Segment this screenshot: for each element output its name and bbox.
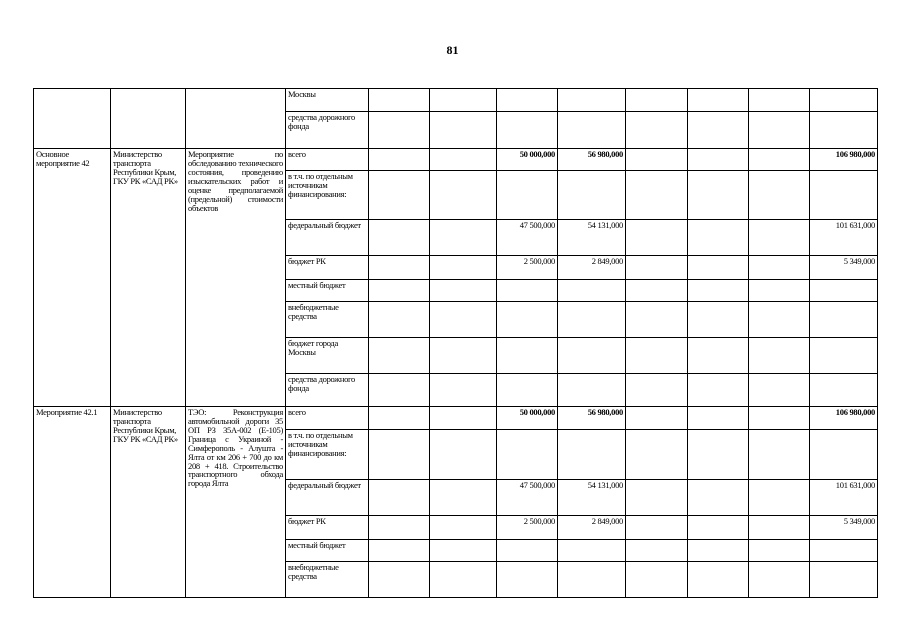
funding-source-cell: средства дорожного фонда xyxy=(286,112,369,149)
empty-value-cell xyxy=(430,516,497,540)
table-row xyxy=(34,407,878,430)
empty-value-cell xyxy=(430,480,497,516)
empty-value-cell xyxy=(688,220,749,256)
event-cell: Мероприятие 42.1 xyxy=(34,407,111,598)
empty-value-cell xyxy=(626,480,688,516)
funding-source-cell: бюджет РК xyxy=(286,516,369,540)
amount-value-cell xyxy=(497,562,558,598)
empty-value-cell xyxy=(626,149,688,171)
total-value-cell xyxy=(810,562,878,598)
empty-value-cell xyxy=(688,374,749,407)
empty-value-cell xyxy=(688,149,749,171)
empty-value-cell xyxy=(430,220,497,256)
empty-value-cell xyxy=(749,516,810,540)
funding-source-cell: в т.ч. по отдельным источникам финансирования: xyxy=(286,430,369,480)
total-value-cell xyxy=(810,338,878,374)
amount-value-cell: 47 500,000 xyxy=(497,480,558,516)
empty-value-cell xyxy=(749,280,810,302)
total-value-cell: 5 349,000 xyxy=(810,256,878,280)
empty-value-cell xyxy=(688,338,749,374)
funding-source-cell: всего xyxy=(286,407,369,430)
empty-value-cell xyxy=(430,302,497,338)
empty-value-cell xyxy=(749,430,810,480)
amount-value-cell: 2 849,000 xyxy=(558,516,626,540)
empty-value-cell xyxy=(430,430,497,480)
total-value-cell: 5 349,000 xyxy=(810,516,878,540)
amount-value-cell xyxy=(497,430,558,480)
amount-value-cell xyxy=(497,280,558,302)
empty-value-cell xyxy=(749,171,810,220)
amount-value-cell: 47 500,000 xyxy=(497,220,558,256)
empty-value-cell xyxy=(749,562,810,598)
empty-value-cell xyxy=(430,407,497,430)
table-row xyxy=(34,89,878,112)
amount-value-cell xyxy=(558,338,626,374)
funding-source-cell: федеральный бюджет xyxy=(286,220,369,256)
empty-value-cell xyxy=(688,256,749,280)
funding-source-cell: бюджет города Москвы xyxy=(286,338,369,374)
empty-value-cell xyxy=(626,374,688,407)
total-value-cell xyxy=(810,540,878,562)
description-cell xyxy=(186,89,286,149)
empty-value-cell xyxy=(369,562,430,598)
funding-source-cell: внебюджетные средства xyxy=(286,302,369,338)
total-value-cell xyxy=(810,171,878,220)
empty-value-cell xyxy=(688,540,749,562)
amount-value-cell xyxy=(497,540,558,562)
amount-value-cell: 56 980,000 xyxy=(558,407,626,430)
amount-value-cell xyxy=(497,338,558,374)
funding-source-cell: местный бюджет xyxy=(286,540,369,562)
empty-value-cell xyxy=(369,407,430,430)
executor-cell xyxy=(111,89,186,149)
total-value-cell: 106 980,000 xyxy=(810,407,878,430)
empty-value-cell xyxy=(749,220,810,256)
empty-value-cell xyxy=(369,149,430,171)
empty-value-cell xyxy=(369,302,430,338)
empty-value-cell xyxy=(369,540,430,562)
empty-value-cell xyxy=(430,149,497,171)
empty-value-cell xyxy=(369,516,430,540)
empty-value-cell xyxy=(430,280,497,302)
empty-value-cell xyxy=(688,516,749,540)
amount-value-cell xyxy=(497,302,558,338)
amount-value-cell xyxy=(558,540,626,562)
amount-value-cell xyxy=(558,171,626,220)
empty-value-cell xyxy=(430,562,497,598)
empty-value-cell xyxy=(369,480,430,516)
funding-source-cell: в т.ч. по отдельным источникам финансирования: xyxy=(286,171,369,220)
empty-value-cell xyxy=(430,171,497,220)
description-cell: ТЭО: Реконструкция автомобильной дороги 35 ОП РЗ 35А-002 (Е-105) Граница с Украиной - Симферополь - Алушта - Ялта от км 206 + 700 до км 208 + 418. Строительство транспортного обхода города Ялта xyxy=(186,407,286,598)
empty-value-cell xyxy=(626,171,688,220)
amount-value-cell: 50 000,000 xyxy=(497,149,558,171)
amount-value-cell: 54 131,000 xyxy=(558,480,626,516)
table-row xyxy=(34,149,878,171)
total-value-cell: 106 980,000 xyxy=(810,149,878,171)
total-value-cell xyxy=(810,430,878,480)
amount-value-cell xyxy=(558,562,626,598)
funding-source-cell: Москвы xyxy=(286,89,369,112)
empty-value-cell xyxy=(430,338,497,374)
empty-value-cell xyxy=(749,480,810,516)
page-number: 81 xyxy=(446,43,459,57)
empty-value-cell xyxy=(430,374,497,407)
empty-value-cell xyxy=(430,540,497,562)
total-value-cell: 101 631,000 xyxy=(810,480,878,516)
funding-source-cell: всего xyxy=(286,149,369,171)
empty-value-cell xyxy=(369,280,430,302)
funding-source-cell: внебюджетные средства xyxy=(286,562,369,598)
empty-value-cell xyxy=(688,407,749,430)
empty-value-cell xyxy=(749,540,810,562)
empty-value-cell xyxy=(688,302,749,338)
empty-value-cell xyxy=(626,407,688,430)
empty-value-cell xyxy=(688,171,749,220)
empty-value-cell xyxy=(626,516,688,540)
amount-value-cell: 50 000,000 xyxy=(497,407,558,430)
empty-value-cell xyxy=(369,220,430,256)
empty-value-cell xyxy=(749,374,810,407)
amount-value-cell xyxy=(558,302,626,338)
amount-value-cell: 2 500,000 xyxy=(497,256,558,280)
empty-value-cell xyxy=(626,220,688,256)
funding-source-cell: федеральный бюджет xyxy=(286,480,369,516)
empty-value-cell xyxy=(369,338,430,374)
empty-value-cell xyxy=(688,480,749,516)
amount-value-cell: 56 980,000 xyxy=(558,149,626,171)
empty-value-cell xyxy=(626,430,688,480)
amount-value-cell xyxy=(558,280,626,302)
funding-source-cell: бюджет РК xyxy=(286,256,369,280)
amount-value-cell: 2 500,000 xyxy=(497,516,558,540)
total-value-cell: 101 631,000 xyxy=(810,220,878,256)
event-cell xyxy=(34,89,111,149)
empty-value-cell xyxy=(369,374,430,407)
event-cell: Основное мероприятие 42 xyxy=(34,149,111,407)
empty-value-cell xyxy=(369,256,430,280)
amount-value-cell: 2 849,000 xyxy=(558,256,626,280)
empty-value-cell xyxy=(749,302,810,338)
amount-value-cell xyxy=(497,171,558,220)
executor-cell: Министерство транспорта Республики Крым, ГКУ РК «САД РК» xyxy=(111,407,186,598)
empty-value-cell xyxy=(626,280,688,302)
empty-value-cell xyxy=(749,338,810,374)
amount-value-cell xyxy=(558,374,626,407)
empty-value-cell xyxy=(626,302,688,338)
empty-value-cell xyxy=(749,407,810,430)
empty-value-cell xyxy=(369,171,430,220)
executor-cell: Министерство транспорта Республики Крым, ГКУ РК «САД РК» xyxy=(111,149,186,407)
total-value-cell xyxy=(810,302,878,338)
empty-value-cell xyxy=(626,256,688,280)
description-cell: Мероприятие по обследованию технического состояния, проведению изыскательских работ и оценке предполагаемой (предельной) стоимости объектов xyxy=(186,149,286,407)
empty-value-cell xyxy=(369,430,430,480)
empty-value-cell xyxy=(688,280,749,302)
empty-value-cell xyxy=(688,562,749,598)
total-value-cell xyxy=(810,374,878,407)
funding-source-cell: средства дорожного фонда xyxy=(286,374,369,407)
empty-value-cell xyxy=(626,562,688,598)
amount-value-cell xyxy=(497,374,558,407)
empty-value-cell xyxy=(749,149,810,171)
budget-table xyxy=(33,88,878,598)
amount-value-cell: 54 131,000 xyxy=(558,220,626,256)
amount-value-cell xyxy=(558,430,626,480)
empty-value-cell xyxy=(626,540,688,562)
total-value-cell xyxy=(810,280,878,302)
empty-value-cell xyxy=(688,430,749,480)
empty-value-cell xyxy=(430,256,497,280)
funding-source-cell: местный бюджет xyxy=(286,280,369,302)
empty-value-cell xyxy=(749,256,810,280)
empty-value-cell xyxy=(626,338,688,374)
